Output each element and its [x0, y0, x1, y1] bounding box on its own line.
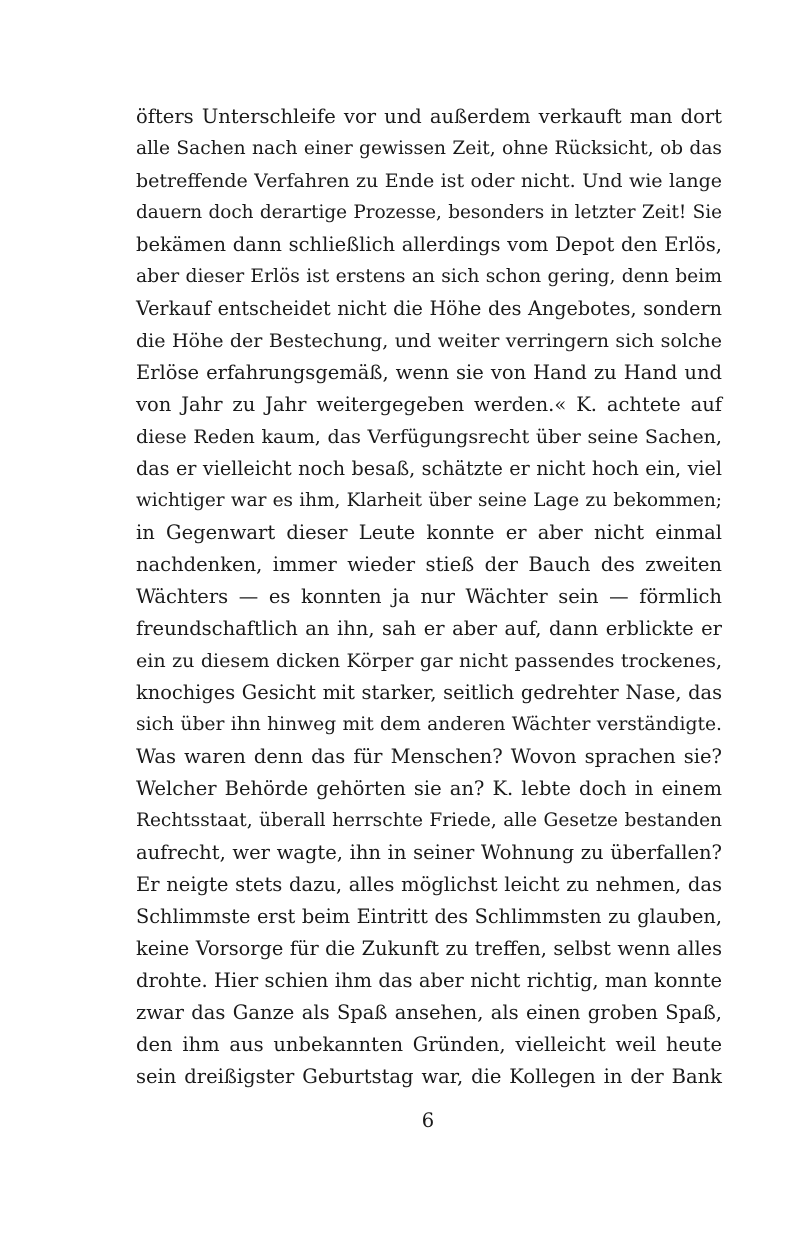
text-line: Rechtsstaat, überall herrschte Friede, alle Gesetze bestanden	[136, 810, 722, 831]
text-line: ein zu diesem dicken Körper gar nicht passendes trockenes,	[136, 650, 722, 672]
text-line: die Höhe der Bestechung, und weiter verringern sich solche	[136, 330, 722, 352]
text-line: zwar das Ganze als Spaß ansehen, als einen groben Spaß,	[136, 1001, 722, 1024]
text-line: Schlimmste erst beim Eintritt des Schlimmsten zu glauben,	[136, 905, 722, 928]
text-line: wichtiger war es ihm, Klarheit über seine Lage zu bekommen;	[136, 490, 722, 511]
text-line: drohte. Hier schien ihm das aber nicht richtig, man konnte	[136, 969, 722, 992]
text-line: Welcher Behörde gehörten sie an? K. lebte doch in einem	[136, 777, 722, 800]
text-line: Was waren denn das für Menschen? Wovon sprachen sie?	[136, 745, 722, 768]
text-line: knochiges Gesicht mit starker, seitlich gedrehter Nase, das	[136, 681, 722, 704]
text-line: sich über ihn hinweg mit dem anderen Wächter verständigte.	[136, 714, 722, 735]
text-line: keine Vorsorge für die Zukunft zu treffen, selbst wenn alles	[136, 937, 722, 960]
text-line: öfters Unterschleife vor und außerdem verkauft man dort	[136, 105, 722, 128]
text-line: von Jahr zu Jahr weitergegeben werden.« K. achtete auf	[136, 393, 722, 416]
text-line: den ihm aus unbekannten Gründen, vielleicht weil heute	[136, 1033, 722, 1056]
text-line: freundschaftlich an ihn, sah er aber auf, dann erblickte er	[136, 617, 722, 640]
text-line: alle Sachen nach einer gewissen Zeit, ohne Rücksicht, ob das	[136, 138, 722, 159]
text-line: dauern doch derartige Prozesse, besonders in letzter Zeit! Sie	[136, 202, 722, 223]
body-text	[136, 101, 722, 1093]
page-number: 6	[421, 1109, 435, 1132]
text-line: Wächters — es konnten ja nur Wächter sein — förmlich	[136, 585, 722, 608]
text-line: betreffende Verfahren zu Ende ist oder nicht. Und wie lange	[136, 170, 722, 192]
text-line: aber dieser Erlös ist erstens an sich schon gering, denn beim	[136, 266, 722, 287]
text-line: bekämen dann schließlich allerdings vom Depot den Erlös,	[136, 233, 722, 256]
text-line: das er vielleicht noch besaß, schätzte er nicht hoch ein, viel	[136, 457, 722, 480]
text-line: Er neigte stets dazu, alles möglichst leicht zu nehmen, das	[136, 873, 722, 896]
text-line: diese Reden kaum, das Verfügungsrecht über seine Sachen,	[136, 425, 722, 448]
text-line: Verkauf entscheidet nicht die Höhe des Angebotes, sondern	[136, 297, 722, 320]
text-line: in Gegenwart dieser Leute konnte er aber nicht einmal	[136, 521, 722, 544]
text-line: nachdenken, immer wieder stieß der Bauch des zweiten	[136, 553, 722, 576]
text-line: sein dreißigster Geburtstag war, die Kollegen in der Bank	[136, 1065, 722, 1088]
text-line: aufrecht, wer wagte, ihn in seiner Wohnung zu überfallen?	[136, 841, 722, 864]
text-line: Erlöse erfahrungsgemäß, wenn sie von Hand zu Hand und	[136, 361, 722, 384]
